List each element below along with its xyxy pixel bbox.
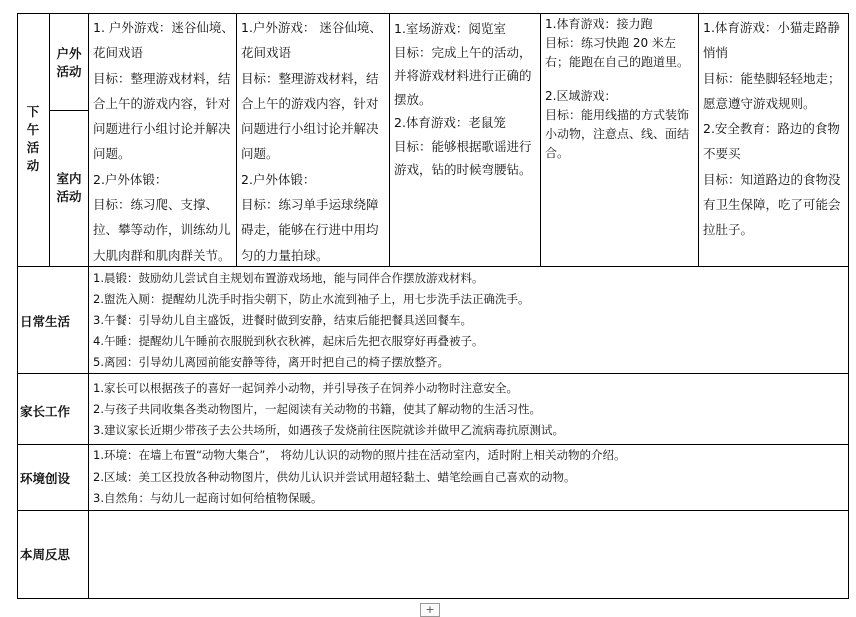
column-divider [236,13,237,266]
list-item: 1.家长可以根据孩子的喜好一起饲养小动物，并引导孩子在饲养小动物时注意安全。 [93,381,518,395]
activity-line: 目标：完成上午的活动，并将游戏材料进行正确的摆放。 [394,44,532,107]
column-divider [389,13,390,266]
activity-line: 2.户外体锻： [241,171,316,187]
activity-line: 目标：练习快跑 20 米左右；能跑在自己的跑道里。 [545,36,690,69]
activity-line: 目标：能够根据歌谣进行游戏，钻的时候弯腰钻。 [394,138,532,177]
list-item: 1.环境：在墙上布置“动物大集合”， 将幼儿认识的动物的照片挂在活动室内，适时附上相关动物的介绍。 [93,448,626,462]
column-divider [49,13,50,266]
add-row-button[interactable]: + [420,603,440,617]
reflection-label: 本周反思 [20,547,71,562]
day-cell-friday [703,15,848,243]
day-cell-monday [93,15,235,268]
row-divider [17,373,849,374]
activity-line: 1. 户外游戏：迷谷仙境、花间戏语 [93,20,234,61]
activity-line: 目标：练习单手运球绕障碍走，能够在行进中用均匀的力量拍球。 [241,197,379,263]
list-item: 3.自然角：与幼儿一起商讨如何给植物保暖。 [93,491,323,505]
list-item: 2.与孩子共同收集各类动物图片，一起阅读有关动物的书籍，使其了解动物的生活习性。 [93,402,541,416]
day-cell-wednesday [394,17,538,182]
list-item: 2.区域：美工区投放各种动物图片，供幼儿认识并尝试用超轻黏土、蜡笔绘画自己喜欢的动物。 [93,469,576,484]
row-divider [49,110,88,111]
list-item: 2.盥洗入厕：提醒幼儿洗手时指尖朝下，防止水流到袖子上，用七步洗手法正确洗手。 [93,292,530,306]
environment-list [93,445,626,510]
list-item: 3.建议家长近期少带孩子去公共场所，如遇孩子发烧前往医院就诊并做甲乙流病毒抗原测试。 [93,423,564,437]
activity-line: 目标：练习爬、支撑、拉、攀等动作，训练幼儿大肌肉群和肌肉群关节。 [93,197,231,263]
activity-line: 2.户外体锻： [93,171,168,187]
afternoon-section-label: 下午活动 [26,104,40,173]
reflection-content[interactable] [89,511,848,598]
activity-line: 目标：整理游戏材料，结合上午的游戏内容，针对问题进行小组讨论并解决问题。 [93,70,231,162]
column-divider [540,13,541,266]
activity-line: 2.区域游戏： [545,89,617,103]
outdoor-activity-label: 户外活动 [56,46,82,79]
parent-work-label: 家长工作 [20,404,71,419]
activity-line: 2.安全教育：路边的食物不要买 [703,121,840,162]
list-item: 1.晨锻：鼓励幼儿尝试自主规划布置游戏场地，能与同伴合作摆放游戏材料。 [93,271,484,285]
day-cell-tuesday [241,15,388,268]
activity-line: 1.体育游戏：小猫走路静悄悄 [703,20,840,61]
activity-line: 目标：知道路边的食物没有卫生保障，吃了可能会拉肚子。 [703,171,841,238]
daily-life-label: 日常生活 [20,314,71,329]
list-item: 5.离园：引导幼儿离园前能安静等待，离开时把自己的椅子摆放整齐。 [93,355,449,369]
list-item: 3.午餐：引导幼儿自主盛饭，进餐时做到安静，结束后能把餐具送回餐车。 [93,313,472,327]
parent-work-list [93,378,564,441]
activity-line: 2.体育游戏：老鼠笼 [394,115,506,130]
activity-line: 目标：整理游戏材料，结合上午的游戏内容，针对问题进行小组讨论并解决问题。 [241,70,379,162]
column-divider [698,13,699,266]
daily-life-list [93,268,529,373]
activity-line: 1.体育游戏：接力跑 [545,17,653,31]
activity-line: 目标：能垫脚轻轻地走；愿意遵守游戏规则。 [703,70,841,111]
day-cell-thursday [545,15,697,163]
indoor-activity-label: 室内活动 [56,171,82,204]
activity-line: 1.室场游戏：阅览室 [394,21,506,36]
activity-line: 1.户外游戏： 迷谷仙境、花间戏语 [241,20,382,61]
environment-label: 环境创设 [20,471,71,486]
activity-line: 目标：能用线描的方式装饰小动物，注意点、线、面结合。 [545,108,690,160]
list-item: 4.午睡：提醒幼儿午睡前衣服脱到秋衣秋裤，起床后先把衣服穿好再叠被子。 [93,334,484,348]
activity-line [545,72,697,87]
